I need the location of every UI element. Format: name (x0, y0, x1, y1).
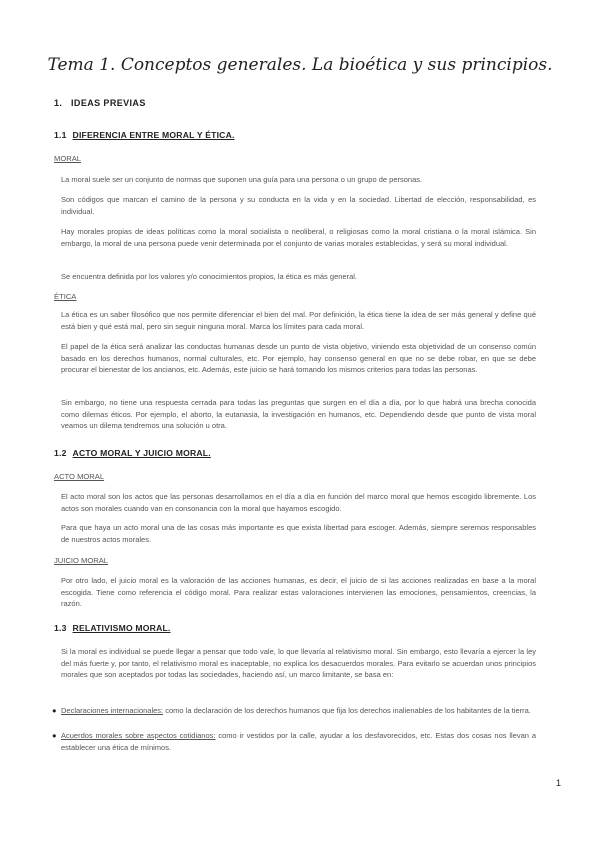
subsection-number: 1.2 (54, 448, 67, 458)
paragraph: La ética es un saber filosófico que nos permite diferenciar el bien del mal. Por definición, la ética tiene la idea de ser más general y define qué está bien y qué está mal, pero sin seguir ninguna moral. Marca los límites para cada moral. (61, 310, 536, 331)
page-title: Tema 1. Conceptos generales. La bioética y sus principios. (47, 55, 553, 75)
subsection-title: ACTO MORAL Y JUICIO MORAL. (72, 448, 211, 458)
paragraph: Si la moral es individual se puede llegar a pensar que todo vale, lo que llevaría al relativismo moral. Sin embargo, esto llevaría a ejercer la ley del más fuerte y, por tanto, el relativismo moral es inaceptable, no explica los desacuerdos morales. Para evitarlo se acuerdan unos principios morales que son aceptados por todas las sociedades, haciendo así, un marco limitante, se basa en: (61, 647, 536, 680)
paragraph: Para que haya un acto moral una de las cosas más importante es que exista libertad para escoger. Además, siempre seremos responsables de nuestros actos morales. (61, 523, 536, 544)
section-number: 1. (54, 98, 63, 108)
subsection-heading-1-2 (54, 448, 211, 458)
subsection-number: 1.3 (54, 623, 67, 633)
paragraph: Se encuentra definida por los valores y/o conocimientos propios, la ética es más general. (61, 272, 357, 281)
paragraph: Son códigos que marcan el camino de la persona y su conducta en la vida y en la sociedad. Libertad de elección, responsabilidad, es individual. (61, 195, 536, 216)
section-title: IDEAS PREVIAS (71, 98, 146, 108)
paragraph: Por otro lado, el juicio moral es la valoración de las acciones humanas, es decir, el juicio de si las acciones realizadas en base a la moral escogida. Tiene como referencia el código moral. Para realizar estas valoraciones intervienen las emociones, pensamientos, creencias, la razón. (61, 576, 536, 609)
list-item (50, 730, 536, 753)
bullet-icon: ● (52, 731, 57, 740)
list-item-text: como ir vestidos por la calle, ayudar a los desfavorecidos, etc. Estas dos cosas nos llevan a establecer una ética de mínimos. (61, 731, 536, 752)
subsection-title: RELATIVISMO MORAL. (72, 623, 171, 633)
paragraph: Hay morales propias de ideas políticas como la moral socialista o neoliberal, o religiosas como la moral cristiana o la moral islámica. Sin embargo, la moral de una persona puede venir determinada por el conjunto de varias morales establecidas, y será su moral individual. (61, 227, 536, 248)
subsection-heading-1-1 (54, 130, 235, 140)
acto-moral-label: ACTO MORAL (54, 472, 105, 481)
paragraph: El papel de la ética será analizar las conductas humanas desde un punto de vista objetivo, viniendo esta objetividad de un consenso común basado en los derechos humanos, normal culturales, etc. Por ejemplo, hay consenso general en que no se debe robar, en que se debe procurar el bienestar de los ancianos, etc. Además, este juicio se hará tomando los mismos criterios para todas las personas. (61, 342, 536, 375)
list-item-lead: Acuerdos morales sobre aspectos cotidianos: (61, 731, 216, 740)
subsection-heading-1-3 (54, 623, 171, 633)
moral-label: MORAL (54, 154, 82, 163)
subsection-title: DIFERENCIA ENTRE MORAL Y ÉTICA. (72, 130, 235, 140)
juicio-moral-label: JUICIO MORAL (54, 556, 109, 565)
bullet-icon: ● (52, 706, 57, 715)
paragraph: El acto moral son los actos que las personas desarrollamos en el día a día en función del marco moral que hemos escogido libremente. Los actos son morales cuando van en consonancia con la moral que hayamos escogido. (61, 492, 536, 513)
list-item (50, 705, 536, 717)
section-heading-ideas-previas (54, 98, 146, 108)
list-item-text: como la declaración de los derechos humanos que fija los derechos inalienables de los habitantes de la tierra. (163, 706, 531, 715)
paragraph: La moral suele ser un conjunto de normas que suponen una guía para una persona o un grupo de personas. (61, 175, 423, 184)
subsection-number: 1.1 (54, 130, 67, 140)
etica-label: ÉTICA (54, 292, 77, 301)
list-item-lead: Declaraciones internacionales: (61, 706, 164, 715)
page-number: 1 (556, 778, 562, 788)
paragraph: Sin embargo, no tiene una respuesta cerrada para todas las preguntas que surgen en el día a día, por lo que habrá una brecha conocida como dilemas éticos. Por ejemplo, el aborto, la eutanasia, la investigación en humanos, etc. Dependiendo desde que punto de vista moral veamos un dilema tendremos una solución u otra. (61, 398, 536, 431)
